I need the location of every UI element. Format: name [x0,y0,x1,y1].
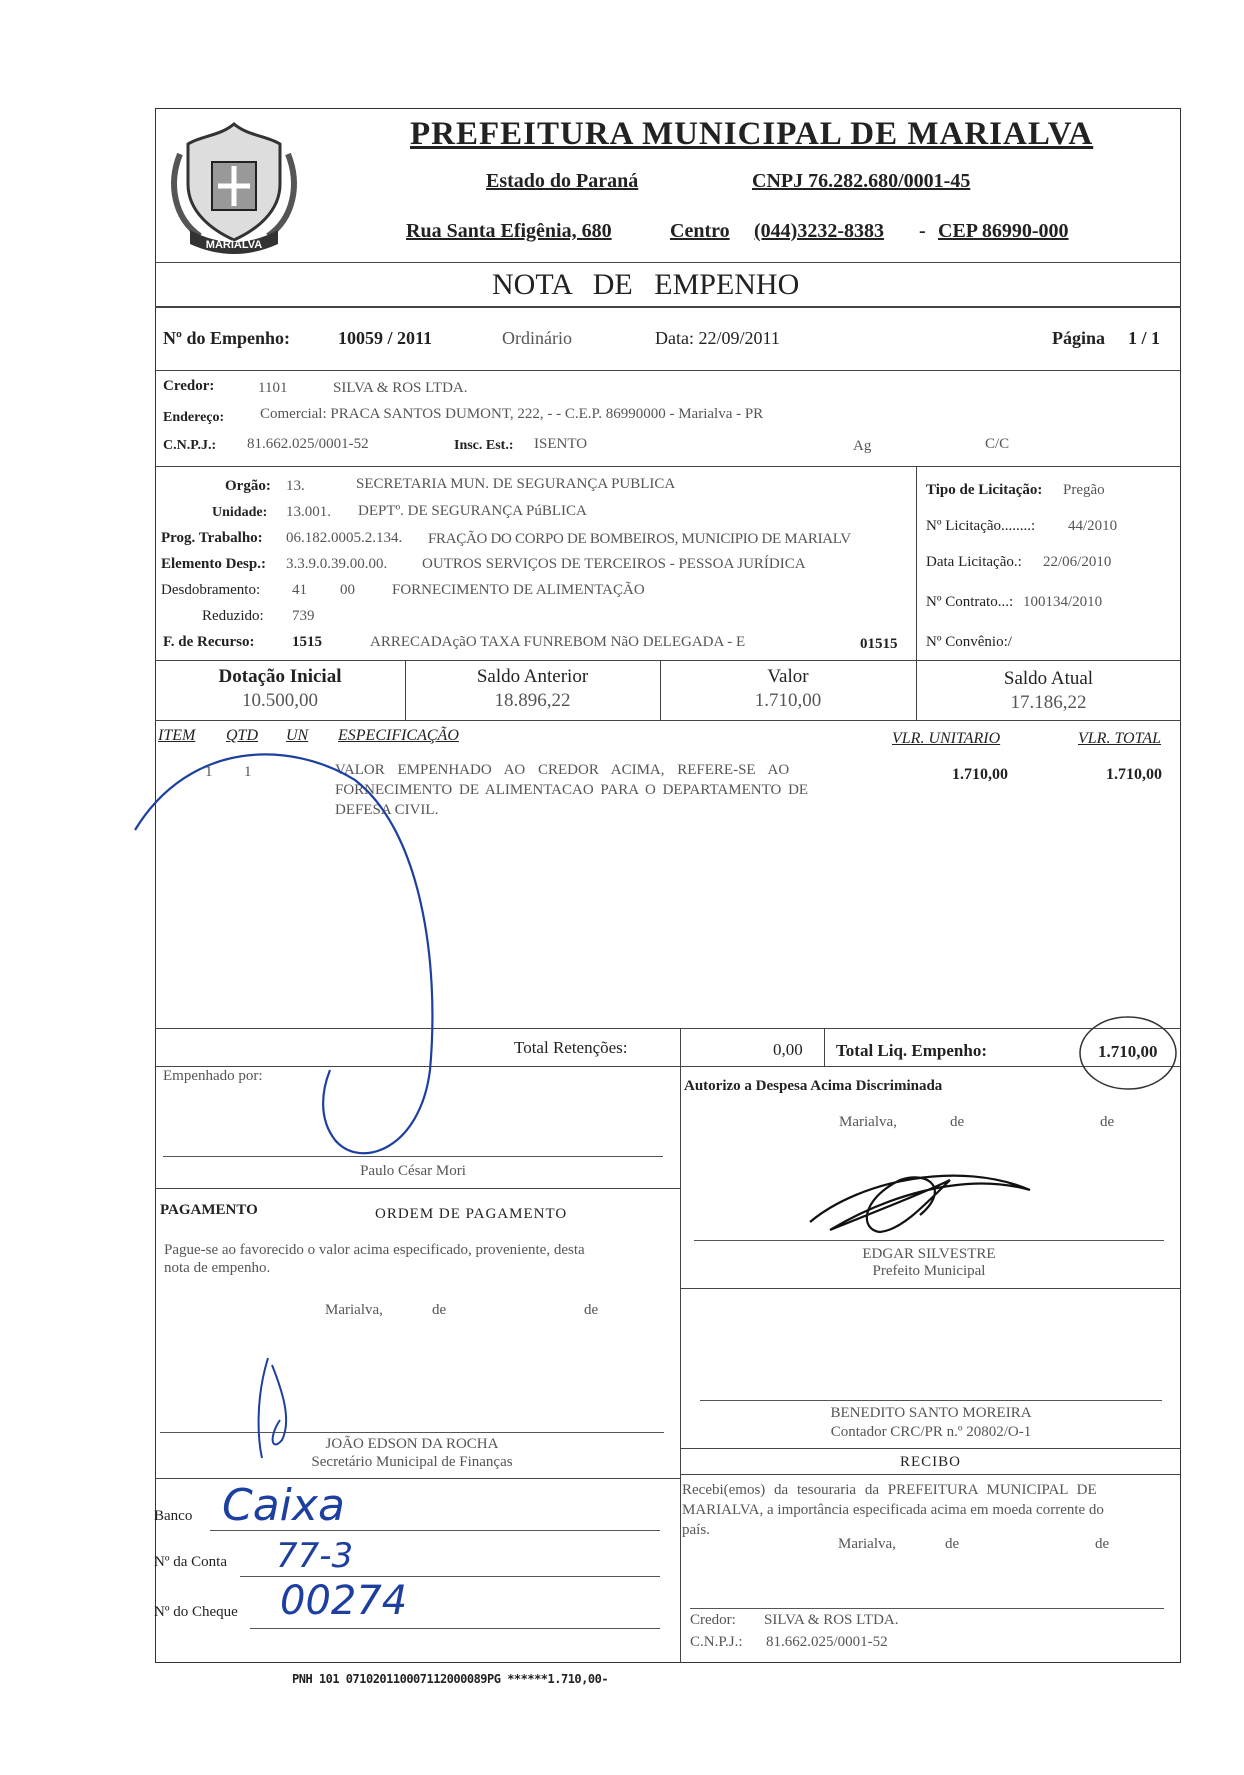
pen-arc-stroke [135,754,432,1153]
recurso-name: ARRECADAçãO TAXA FUNREBOM NãO DELEGADA - E [370,634,746,650]
item-vlr-unit: 1.710,00 [952,766,1008,783]
pagamento-text2: nota de empenho. [164,1260,271,1276]
cc-label: C/C [985,436,1010,452]
elemento-label: Elemento Desp.: [161,556,266,572]
tipo-licitacao-label: Tipo de Licitação: [926,482,1043,498]
liquido-label: Total Liq. Empenho: [836,1041,987,1060]
convenio-label: Nº Convênio:/ [926,634,1012,650]
header-state: Estado do Paraná [486,170,639,192]
desdob-code2: 00 [340,582,355,598]
insc-label: Insc. Est.: [454,438,514,453]
orgao-label: Orgão: [225,478,271,494]
autorizo-label: Autorizo a Despesa Acima Discriminada [684,1078,943,1094]
col-vlr-total: VLR. TOTAL [1078,730,1161,747]
recurso-code: 1515 [292,634,322,650]
header-cnpj: CNPJ 76.282.680/0001-45 [752,170,971,192]
credor-cnpj: 81.662.025/0001-52 [247,436,369,452]
pagamento-text1: Pague-se ao favorecido o valor acima especificado, proveniente, desta [164,1242,585,1258]
pagamento-name: JOÃO EDSON DA ROCHA [325,1436,499,1452]
recibo-de1: de [945,1536,960,1552]
header-separator: - [919,220,926,242]
header-title: PREFEITURA MUNICIPAL DE MARIALVA [410,116,1094,152]
dotacao-inicial-label: Dotação Inicial [218,666,342,687]
reduzido-label: Reduzido: [202,608,264,624]
recibo-credor-label: Credor: [690,1612,736,1628]
header-phone: (044)3232-8383 [754,220,884,242]
ordem-label: ORDEM DE PAGAMENTO [375,1206,568,1222]
recibo-credor: SILVA & ROS LTDA. [764,1612,899,1628]
recurso-label: F. de Recurso: [163,634,255,650]
saldo-atual-value: 17.186,22 [1010,692,1087,713]
pagamento-de1: de [432,1302,447,1318]
item-desc-line1: VALOR EMPENHADO AO CREDOR ACIMA, REFERE-SE AO [335,762,790,778]
page-number: 1 / 1 [1128,328,1161,348]
credor-insc: ISENTO [534,436,588,452]
autorizo-de2: de [1100,1114,1115,1130]
tipo-licitacao: Pregão [1063,482,1105,498]
empenho-date: Data: 22/09/2011 [655,328,780,348]
orgao-name: SECRETARIA MUN. DE SEGURANÇA PUBLICA [356,476,676,492]
col-qtd: QTD [226,727,259,744]
conta-label: Nº da Conta [154,1554,227,1570]
empenho-label: Nº do Empenho: [163,328,290,348]
elemento-code: 3.3.9.0.39.00.00. [286,556,388,572]
mayor-signature [810,1176,1030,1232]
col-vlr-unit: VLR. UNITARIO [892,730,1001,747]
valor-label: Valor [767,666,809,687]
autorizo-city: Marialva, [839,1114,897,1130]
recibo-city: Marialva, [838,1536,896,1552]
valor-value: 1.710,00 [754,690,822,711]
num-licitacao-label: Nº Licitação........: [926,518,1036,534]
banco-value: Caixa [222,1480,345,1531]
doc-title: NOTA DE EMPENHO [492,268,800,301]
pagamento-de2: de [584,1302,599,1318]
page-label: Página [1052,328,1106,348]
recibo-de2: de [1095,1536,1110,1552]
contrato-value: 100134/2010 [1023,594,1103,610]
unidade-code: 13.001. [286,504,331,520]
header-cep: CEP 86990-000 [938,220,1069,242]
autorizo-de1: de [950,1114,965,1130]
saldo-anterior-value: 18.896,22 [494,690,571,711]
empenhado-label: Empenhado por: [163,1068,263,1084]
data-licitacao: 22/06/2010 [1043,554,1112,570]
secretary-signature [259,1358,287,1458]
col-un: UN [286,727,309,744]
saldo-anterior-label: Saldo Anterior [476,666,589,687]
conta-value: 77-3 [276,1536,354,1576]
total-circle-mark [1080,1017,1176,1089]
cheque-label: Nº do Cheque [154,1604,238,1620]
item-vlr-total: 1.710,00 [1106,766,1162,783]
saldo-atual-label: Saldo Atual [1003,668,1094,689]
contador-role: Contador CRC/PR n.º 20802/O-1 [830,1424,1032,1440]
recibo-cnpj: 81.662.025/0001-52 [766,1634,888,1650]
liquido-value: 1.710,00 [1098,1042,1158,1061]
reduzido-value: 739 [292,608,315,624]
ag-label: Ag [853,438,872,454]
item-desc-line2: FORNECIMENTO DE ALIMENTACAO PARA O DEPARTAMENTO DE [335,782,809,798]
empenhado-name: Paulo César Mori [360,1163,466,1179]
credor-name: SILVA & ROS LTDA. [333,380,468,396]
recibo-label: RECIBO [899,1454,961,1470]
dotacao-inicial-value: 10.500,00 [242,690,318,711]
desdob-name: FORNECIMENTO DE ALIMENTAÇÃO [392,582,645,598]
pagamento-label: PAGAMENTO [160,1202,258,1218]
retencoes-value: 0,00 [773,1040,803,1059]
desdob-label: Desdobramento: [161,582,261,598]
prog-name: FRAÇÃO DO CORPO DE BOMBEIROS, MUNICIPIO DE MARIALV [428,531,851,547]
elemento-name: OUTROS SERVIÇOS DE TERCEIROS - PESSOA JURÍDICA [422,556,806,572]
orgao-code: 13. [286,478,305,494]
col-espec: ESPECIFICAÇÃO [338,727,459,744]
banco-label: Banco [154,1508,193,1524]
autorizo-name: EDGAR SILVESTRE [862,1246,996,1262]
unidade-label: Unidade: [212,505,268,520]
credor-code: 1101 [258,380,288,396]
footer-code: PNH 101 071020110007112000089PG ******1.710,00- [292,1672,609,1686]
recibo-cnpj-label: C.N.P.J.: [690,1634,743,1650]
address-label: Endereço: [163,410,225,425]
unidade-name: DEPTº. DE SEGURANÇA PúBLICA [358,503,587,519]
credor-label: Credor: [163,378,215,394]
seal-label: MARIALVA [205,239,263,251]
contador-name: BENEDITO SANTO MOREIRA [830,1405,1032,1421]
recibo-text2: MARIALVA, a importância especificada acima em moeda corrente do [682,1502,1104,1518]
prog-code: 06.182.0005.2.134. [286,530,403,546]
col-item: ITEM [158,727,196,744]
item-desc-line3: DEFESA CIVIL. [335,802,439,818]
item-qtd: 1 [244,764,252,780]
autorizo-role: Prefeito Municipal [872,1263,986,1279]
retencoes-label: Total Retenções: [514,1038,628,1057]
empenho-number: 10059 / 2011 [338,328,433,348]
pagamento-city: Marialva, [325,1302,383,1318]
recurso-code2: 01515 [860,636,898,652]
cheque-value: 00274 [280,1578,408,1624]
recibo-text1: Recebi(emos) da tesouraria da PREFEITURA MUNICIPAL DE [682,1482,1097,1498]
num-licitacao: 44/2010 [1068,518,1118,534]
desdob-code1: 41 [292,582,307,598]
header-address: Rua Santa Efigênia, 680 [406,220,612,242]
header-district: Centro [670,220,730,242]
data-licitacao-label: Data Licitação.: [926,554,1022,570]
cnpj-label: C.N.P.J.: [163,438,217,453]
credor-address: Comercial: PRACA SANTOS DUMONT, 222, - - C.E.P. 86990000 - Marialva - PR [260,406,764,422]
contrato-label: Nº Contrato...: [926,594,1014,610]
pagamento-role: Secretário Municipal de Finanças [311,1454,513,1470]
recibo-text3: país. [682,1522,710,1538]
prog-label: Prog. Trabalho: [161,530,263,546]
item-number: 1 [205,764,213,780]
empenho-type: Ordinário [502,328,572,348]
